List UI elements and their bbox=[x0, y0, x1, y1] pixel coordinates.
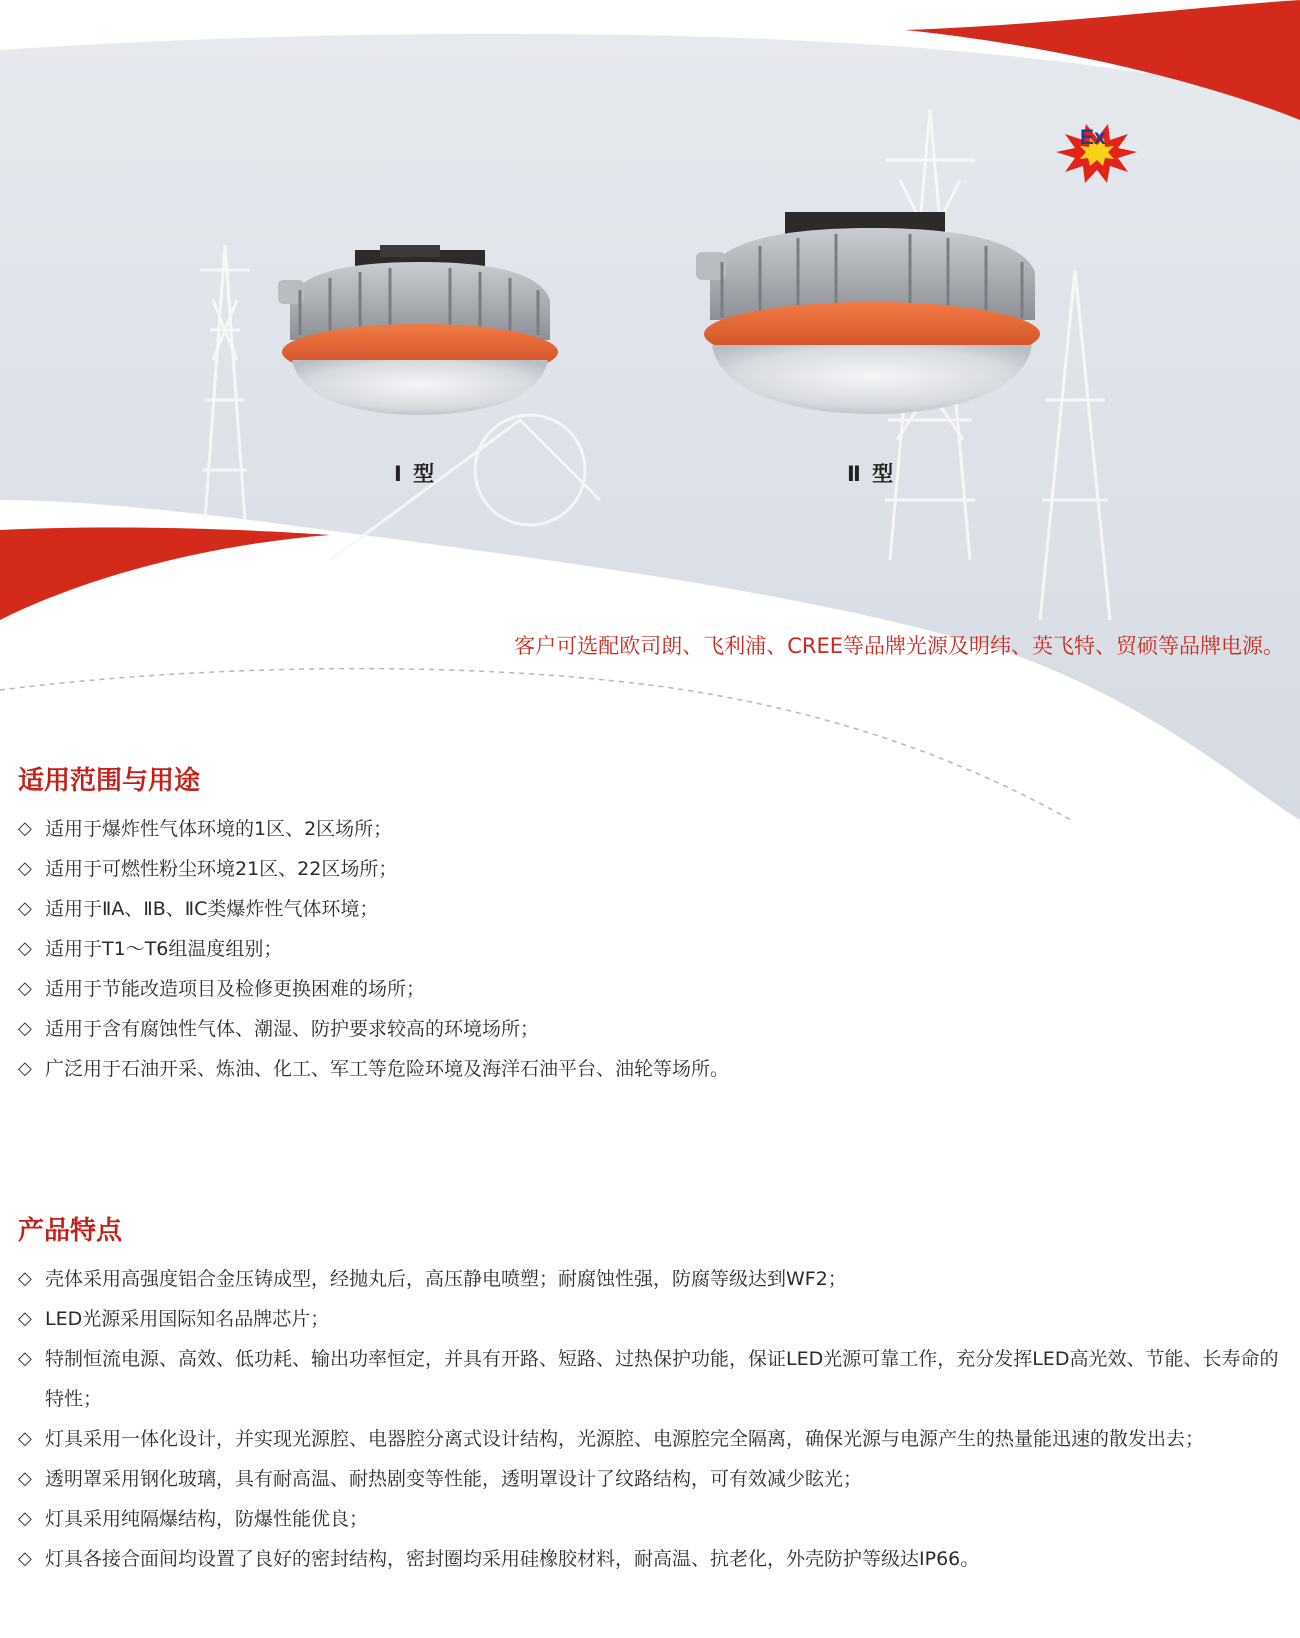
diamond-bullet-icon: ◇ bbox=[18, 1428, 32, 1449]
diamond-bullet-icon: ◇ bbox=[18, 938, 32, 959]
features-title: 产品特点 bbox=[18, 1216, 123, 1246]
diamond-bullet-icon: ◇ bbox=[18, 1548, 32, 1569]
ex-mark-text: Ex bbox=[1080, 126, 1106, 149]
list-item: ◇ 灯具采用纯隔爆结构，防爆性能优良； bbox=[18, 1499, 1283, 1539]
list-item: ◇ 广泛用于石油开采、炼油、化工、军工等危险环境及海洋石油平台、油轮等场所。 bbox=[18, 1049, 1283, 1089]
diamond-bullet-icon: ◇ bbox=[18, 978, 32, 999]
diamond-bullet-icon: ◇ bbox=[18, 818, 32, 839]
usage-section bbox=[18, 760, 1283, 1089]
list-item: ◇ 壳体采用高强度铝合金压铸成型，经抛丸后，高压静电喷塑；耐腐蚀性强，防腐等级达到WF2； bbox=[18, 1259, 1283, 1299]
diamond-bullet-icon: ◇ bbox=[18, 1058, 32, 1079]
list-item: ◇ 灯具各接合面间均设置了良好的密封结构，密封圈均采用硅橡胶材料，耐高温、抗老化，外壳防护等级达IP66。 bbox=[18, 1539, 1283, 1579]
diamond-bullet-icon: ◇ bbox=[18, 1308, 32, 1329]
diamond-bullet-icon: ◇ bbox=[18, 1018, 32, 1039]
model-2-label: Ⅱ 型 bbox=[847, 462, 896, 486]
list-item: ◇ 适用于爆炸性气体环境的1区、2区场所； bbox=[18, 809, 1283, 849]
features-list bbox=[18, 1259, 1283, 1579]
list-item: ◇ 适用于含有腐蚀性气体、潮湿、防护要求较高的环境场所； bbox=[18, 1009, 1283, 1049]
left-red-swoosh bbox=[0, 528, 330, 620]
list-item: ◇ 适用于ⅡA、ⅡB、ⅡC类爆炸性气体环境； bbox=[18, 889, 1283, 929]
list-item: ◇ 适用于节能改造项目及检修更换困难的场所； bbox=[18, 969, 1283, 1009]
diamond-bullet-icon: ◇ bbox=[18, 1468, 32, 1489]
diamond-bullet-icon: ◇ bbox=[18, 1268, 32, 1289]
diamond-bullet-icon: ◇ bbox=[18, 898, 32, 919]
features-section bbox=[18, 1210, 1283, 1579]
diamond-bullet-icon: ◇ bbox=[18, 1508, 32, 1529]
list-item: ◇ 适用于T1～T6组温度组别； bbox=[18, 929, 1283, 969]
diamond-bullet-icon: ◇ bbox=[18, 858, 32, 879]
diamond-bullet-icon: ◇ bbox=[18, 1348, 32, 1369]
list-item: ◇ 特制恒流电源、高效、低功耗、输出功率恒定，并具有开路、短路、过热保护功能，保证LED光源可靠工作，充分发挥LED高光效、节能、长寿命的特性； bbox=[18, 1339, 1283, 1419]
model-1-label: Ⅰ 型 bbox=[394, 462, 437, 486]
list-item: ◇ LED光源采用国际知名品牌芯片； bbox=[18, 1299, 1283, 1339]
brand-options-note: 客户可选配欧司朗、飞利浦、CREE等品牌光源及明纬、英飞特、贸硕等品牌电源。 bbox=[514, 634, 1284, 658]
list-item: ◇ 适用于可燃性粉尘环境21区、22区场所； bbox=[18, 849, 1283, 889]
usage-title: 适用范围与用途 bbox=[18, 766, 201, 796]
list-item: ◇ 灯具采用一体化设计，并实现光源腔、电器腔分离式设计结构，光源腔、电源腔完全隔离，确保光源与电源产生的热量能迅速的散发出去； bbox=[18, 1419, 1283, 1459]
usage-list bbox=[18, 809, 1283, 1089]
list-item: ◇ 透明罩采用钢化玻璃，具有耐高温、耐热剧变等性能，透明罩设计了纹路结构，可有效减少眩光； bbox=[18, 1459, 1283, 1499]
